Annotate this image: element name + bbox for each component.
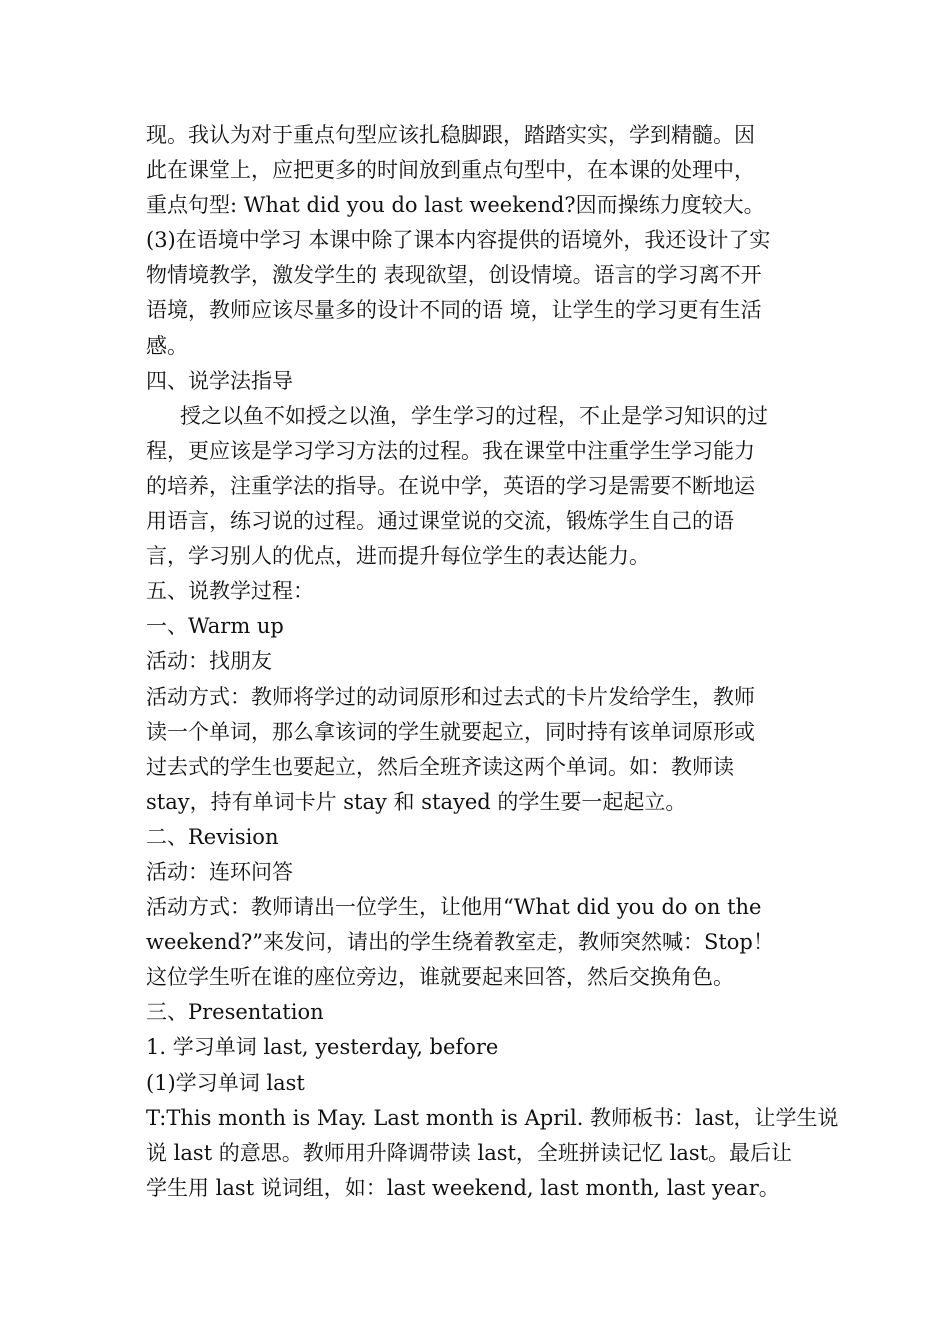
text-line: 活动方式：教师将学过的动词原形和过去式的卡片发给学生，教师 [146, 684, 755, 709]
text-line: 语境，教师应该尽量多的设计不同的语 境，让学生的学习更有生活 [146, 298, 762, 323]
text-line: 过去式的学生也要起立，然后全班齐读这两个单词。如：教师读 [146, 754, 734, 779]
text-line: 重点句型: What did you do last weekend?因而操练力度较大。 [146, 193, 765, 218]
section-heading: 五、说教学过程： [146, 579, 314, 604]
subsection-heading: 三、Presentation [146, 1000, 324, 1025]
text-line: 此在课堂上，应把更多的时间放到重点句型中，在本课的处理中， [146, 158, 755, 183]
text-line: (1)学习单词 last [146, 1070, 305, 1095]
text-line: 说 last 的意思。教师用升降调带读 last，全班拼读记忆 last。最后让 [146, 1140, 793, 1165]
text-line: 1. 学习单词 last, yesterday, before [146, 1035, 499, 1060]
subsection-heading: 一、Warm up [146, 614, 284, 639]
text-line: 言，学习别人的优点，进而提升每位学生的表达能力。 [146, 544, 650, 569]
text-line: 活动方式：教师请出一位学生，让他用“What did you do on the [146, 895, 762, 920]
text-line: 的培养，注重学法的指导。在说中学，英语的学习是需要不断地运 [146, 473, 755, 498]
text-line: 用语言，练习说的过程。通过课堂说的交流，锻炼学生自己的语 [146, 509, 734, 534]
text-line: 读一个单词，那么拿该词的学生就要起立，同时持有该单词原形或 [146, 719, 755, 744]
text-line: 授之以鱼不如授之以渔，学生学习的过程，不止是学习知识的过 [180, 403, 768, 428]
text-line: stay，持有单词卡片 stay 和 stayed 的学生要一起起立。 [146, 789, 687, 814]
text-line: 感。 [146, 333, 188, 358]
text-line: T:This month is May. Last month is April. 教师板书：last，让学生说 [146, 1105, 839, 1130]
text-line: 这位学生听在谁的座位旁边，谁就要起来回答，然后交换角色。 [146, 965, 734, 990]
text-line: 活动：找朋友 [146, 649, 272, 674]
document-body [146, 118, 839, 1206]
text-line: 学生用 last 说词组，如：last weekend, last month, last year。 [146, 1175, 780, 1200]
text-line: 程，更应该是学习学习方法的过程。我在课堂中注重学生学习能力 [146, 438, 755, 463]
text-line: 物情境教学，激发学生的 表现欲望，创设情境。语言的学习离不开 [146, 263, 762, 288]
subsection-heading: 二、Revision [146, 824, 279, 849]
text-line: weekend?”来发问，请出的学生绕着教室走，教师突然喊：Stop！ [146, 930, 774, 955]
text-line: (3)在语境中学习 本课中除了课本内容提供的语境外，我还设计了实 [146, 228, 771, 253]
section-heading: 四、说学法指导 [146, 368, 293, 393]
text-line: 现。我认为对于重点句型应该扎稳脚跟，踏踏实实，学到精髓。因 [146, 123, 755, 147]
text-line: 活动：连环问答 [146, 859, 293, 884]
